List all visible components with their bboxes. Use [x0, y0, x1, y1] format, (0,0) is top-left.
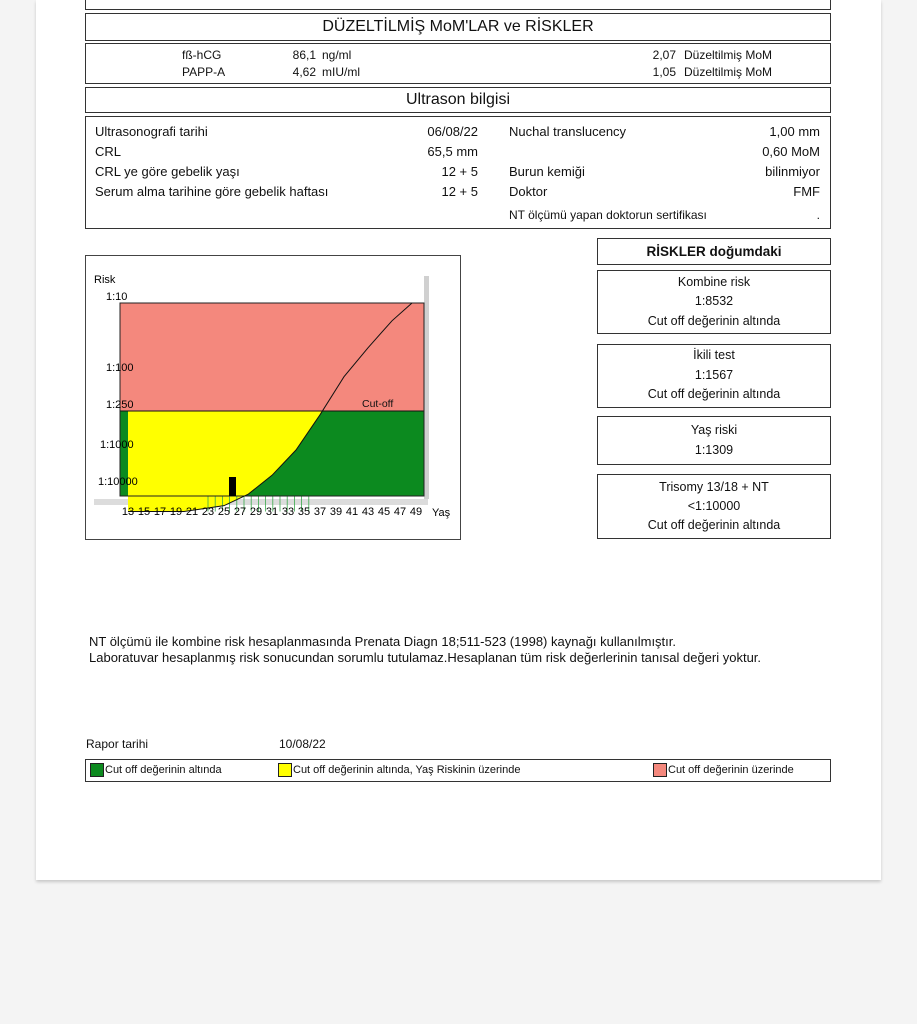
- top-clipped-box: [85, 0, 831, 10]
- y-tick-label: 1:10: [106, 291, 128, 303]
- combined-risk-title: Kombine risk: [677, 275, 751, 289]
- x-tick-label: 19: [169, 506, 183, 518]
- age-risk-title: Yaş riski: [690, 423, 738, 437]
- us-date-value: 06/08/22: [427, 124, 478, 139]
- pappa-mom: 1,05: [652, 65, 676, 79]
- x-tick-label: 13: [121, 506, 135, 518]
- ultrasound-title: Ultrason bilgisi: [405, 91, 511, 108]
- risk-chart-frame: [85, 255, 461, 540]
- x-tick-label: 33: [281, 506, 295, 518]
- age-risk-box: [597, 416, 831, 465]
- y-tick-label: 1:100: [106, 362, 134, 374]
- ga-crl-label: CRL ye göre gebelik yaşı: [95, 164, 240, 179]
- trisomy-box: [597, 474, 831, 539]
- x-tick-label: 25: [217, 506, 231, 518]
- hcg-mom-label: Düzeltilmiş MoM: [684, 48, 773, 62]
- doctor-value: FMF: [793, 184, 820, 199]
- doctor-label: Doktor: [509, 184, 548, 199]
- ga-crl-value: 12 + 5: [441, 164, 478, 179]
- x-tick-label: 43: [361, 506, 375, 518]
- ultrasound-title-box: [85, 87, 831, 113]
- legend-yellow-swatch: [278, 763, 292, 777]
- us-date-label: Ultrasonografi tarihi: [95, 124, 208, 139]
- x-axis-label: Yaş: [432, 507, 451, 519]
- x-tick-label: 47: [393, 506, 407, 518]
- patient-marker: [229, 477, 236, 496]
- hcg-value: 86,1: [292, 48, 316, 62]
- x-tick-label: 35: [297, 506, 311, 518]
- crl-value: 65,5 mm: [427, 144, 478, 159]
- combined-risk-box: [597, 270, 831, 334]
- pappa-unit: mIU/ml: [322, 65, 360, 79]
- nt-value: 1,00 mm: [769, 124, 820, 139]
- crl-label: CRL: [95, 144, 122, 159]
- footnote-line-2: Laboratuvar hesaplanmış risk sonucundan sorumlu tutulamaz.Hesaplanan tüm risk değerlerinin tanısal değeri yoktur.: [89, 650, 762, 665]
- trisomy-title: Trisomy 13/18 + NT: [659, 480, 769, 494]
- footnote-line-1: NT ölçümü ile kombine risk hesaplanmasında Prenata Diagn 18;511-523 (1998) kaynağı kullanılmıştır.: [89, 634, 676, 649]
- risks-header: RİSKLER doğumdaki: [646, 244, 782, 259]
- trisomy-value: <1:10000: [687, 499, 741, 513]
- x-tick-label: 27: [233, 506, 247, 518]
- hcg-mom: 2,07: [652, 48, 676, 62]
- x-tick-label: 45: [377, 506, 391, 518]
- x-tick-label: 49: [409, 506, 423, 518]
- ultrasound-info-box: [85, 116, 831, 229]
- x-tick-label: 17: [153, 506, 167, 518]
- x-tick-label: 15: [137, 506, 151, 518]
- pappa-mom-label: Düzeltilmiş MoM: [684, 65, 773, 79]
- x-tick-label: 23: [201, 506, 215, 518]
- legend-red-swatch: [653, 763, 667, 777]
- combined-risk-value: 1:8532: [694, 294, 734, 308]
- ga-serum-label: Serum alma tarihine göre gebelik haftası: [95, 184, 329, 199]
- combined-risk-note: Cut off değerinin altında: [647, 314, 781, 328]
- adjusted-title-box: [85, 13, 831, 41]
- risk-chart: [86, 256, 460, 539]
- x-tick-label: 29: [249, 506, 263, 518]
- double-test-note: Cut off değerinin altında: [647, 387, 781, 401]
- adjusted-values-box: [85, 43, 831, 84]
- chart-right-axis-band: [424, 276, 429, 499]
- nasal-bone-value: bilinmiyor: [765, 164, 820, 179]
- legend-yellow-label: Cut off değerinin altında, Yaş Riskinin üzerinde: [293, 764, 521, 776]
- nt-mom-value: 0,60 MoM: [762, 144, 820, 159]
- nasal-bone-label: Burun kemiği: [509, 164, 585, 179]
- double-test-title: İkili test: [693, 348, 735, 362]
- trisomy-note: Cut off değerinin altında: [647, 518, 781, 532]
- y-tick-label: 1:1000: [100, 439, 134, 451]
- hcg-name: fß-hCG: [182, 48, 222, 62]
- report-date-value: 10/08/22: [279, 737, 326, 751]
- x-tick-label: 39: [329, 506, 343, 518]
- ga-serum-value: 12 + 5: [441, 184, 478, 199]
- legend-box: [85, 759, 831, 782]
- double-test-value: 1:1567: [694, 368, 734, 382]
- report-page: [36, 0, 881, 880]
- pappa-name: PAPP-A: [182, 65, 226, 79]
- x-tick-label: 41: [345, 506, 359, 518]
- x-tick-label: 37: [313, 506, 327, 518]
- x-tick-label: 21: [185, 506, 199, 518]
- adjusted-title: DÜZELTİLMİŞ MoM'LAR ve RİSKLER: [322, 18, 594, 35]
- legend-red-label: Cut off değerinin üzerinde: [668, 764, 794, 776]
- pappa-value: 4,62: [292, 65, 316, 79]
- age-risk-value: 1:1309: [694, 443, 734, 457]
- double-test-box: [597, 344, 831, 408]
- nt-label: Nuchal translucency: [509, 124, 627, 139]
- y-tick-label: 1:10000: [98, 476, 138, 488]
- report-date-label: Rapor tarihi: [86, 737, 149, 751]
- x-tick-label: 31: [265, 506, 279, 518]
- certificate-value: .: [816, 208, 820, 222]
- risks-header-box: [597, 238, 831, 265]
- cutoff-label: Cut-off: [362, 398, 394, 410]
- y-axis-label: Risk: [94, 274, 116, 286]
- hcg-unit: ng/ml: [322, 48, 352, 62]
- certificate-label: NT ölçümü yapan doktorun sertifikası: [509, 208, 707, 222]
- legend-green-label: Cut off değerinin altında: [105, 764, 222, 776]
- y-tick-label: 1:250: [106, 399, 134, 411]
- legend-green-swatch: [90, 763, 104, 777]
- high-risk-region: [120, 303, 424, 411]
